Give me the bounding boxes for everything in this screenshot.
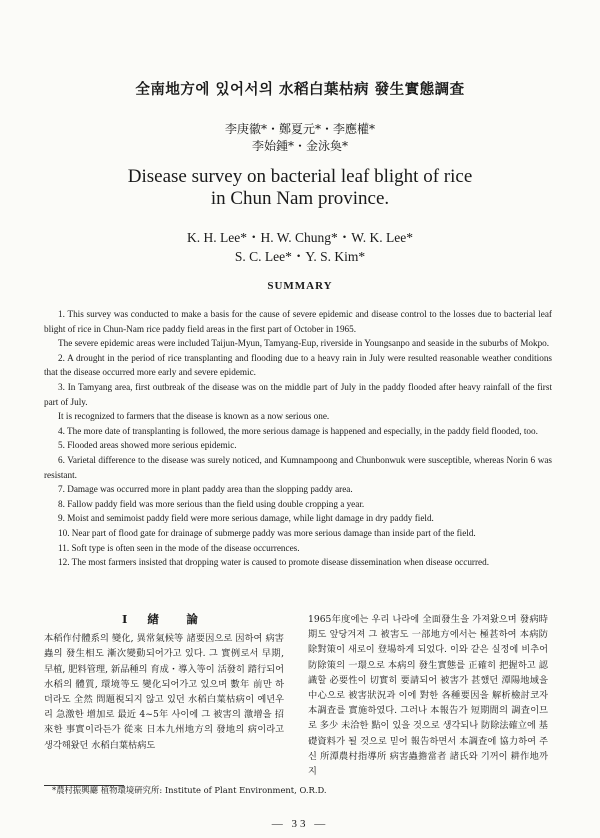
summary-paragraph: 7. Damage was occurred more in plant paddy area than the slopping paddy area. (58, 484, 353, 495)
intro-paragraph-left: 本稻作付體系의 變化, 異常氣候等 諸要因으로 因하여 病害蟲의 發生相도 漸次變動되어가고 있다. 그 實例로서 早期, 早植, 肥料管理, 新品種의 育成・導入等이 活發히 踏行되어 水稻의 體質, 環境等도 變化되어가고 있으며 數年 前만 하더라도 全然 問題視되지 않고 있던 水稻白葉枯病이 예년우리 急激한 增加로 最近 4~5年 사이에 그 被害의 激增을 招來한 事實이라든가 從來 日本九州地方의 發地의 病이라고 생각해왔던 水稻白葉枯病도 (44, 633, 284, 751)
summary-paragraph: 2. A drought in the period of rice transplanting and flooding due to a heavy rain in July were resulted reasonable weather conditions that the disease occurred more early and severe epidemic. (44, 352, 552, 378)
page-number: — 33 — (271, 818, 329, 830)
english-authors-line-1: K. H. Lee*・H. W. Chung*・W. K. Lee* (187, 230, 413, 245)
summary-body (44, 307, 552, 570)
english-title-line-2: in Chun Nam province. (210, 188, 390, 209)
summary-heading: SUMMARY (267, 280, 333, 292)
korean-title: 全南地方에 있어서의 水稻白葉枯病 發生實態調査 (135, 82, 465, 98)
summary-paragraph: 9. Moist and semimoist paddy field were more serious damage, while light damage in dry paddy field. (58, 513, 434, 524)
summary-paragraph: 8. Fallow paddy field was more serious than the field using double cropping a year. (58, 498, 365, 509)
english-title-line-1: Disease survey on bacterial leaf blight of rice (127, 166, 473, 187)
korean-authors-line-1: 李庚徽*・鄭夏元*・李應權* (224, 122, 375, 136)
english-authors-line-2: S. C. Lee*・Y. S. Kim* (234, 249, 366, 264)
summary-paragraph: 10. Near part of flood gate for drainage of submerge paddy was more serious damage than inside part of the field. (58, 527, 476, 538)
summary-paragraph: 6. Varietal difference to the disease was surely noticed, and Kumnampoong and Chunbonwuk were susceptible, whereas Norin 6 was resistant. (44, 454, 552, 480)
footnote: *農村振興廳 植物環境硏究所: Institute of Plant Environment, O.R.D. (52, 785, 327, 795)
english-title (0, 166, 600, 210)
right-column (308, 612, 548, 779)
summary-paragraph: 1. This survey was conducted to make a basis for the cause of severe epidemic and disease control to the losses due to bacterial leaf blight of rice in Chun-Nam rice paddy field areas in the first part of October in 1965. (44, 309, 552, 334)
summary-paragraph: The severe epidemic areas were included Taijun-Myun, Tamyang-Eup, riverside in Youngsanpo and seaside in the suburbs of Mokpo. (58, 338, 550, 349)
left-column (44, 612, 284, 753)
section-heading-introduction: Ⅰ 緖 論 (122, 612, 206, 626)
korean-authors-line-2: 李始鍾*・金泳奐* (251, 139, 348, 153)
summary-paragraph: 11. Soft type is often seen in the mode of the disease occurrences. (58, 542, 300, 553)
summary-paragraph: 3. In Tamyang area, first outbreak of the disease was on the middle part of July in the paddy flooded after heavy rainfall of the first part of July. (44, 381, 552, 407)
summary-paragraph: It is recognized to farmers that the disease is known as a now serious one. (58, 411, 330, 422)
summary-paragraph: 4. The more date of transplanting is followed, the more serious damage is happened and especially, in the paddy field flooded, too. (58, 425, 538, 436)
summary-paragraph: 5. Flooded areas showed more serious epidemic. (58, 440, 237, 451)
summary-paragraph: 12. The most farmers insisted that dropping water is caused to promote disease dissemination when disease occurred. (58, 557, 490, 568)
intro-paragraph-right: 1965年度에는 우리 나라에 全面發生을 가져왔으며 發病時期도 앞당겨져 그 被害도 一部地方에서는 極甚하여 本病防除對策이 새로이 登場하게 되었다. 이와 같은 실정에 비추어 防除策의 一環으로 本病의 發生實態를 正確히 把握하고 認識할 必要性이 切實히 要請되어 被害가 甚했던 潭陽地域을 中心으로 被害狀況과 이에 對한 各種要因을 解析檢討코자 本調査를 實施하였다. 그러나 本報告가 短期間의 調査이므로 多少 未洽한 點이 있을 것으로 생각되나 防除法確立에 基礎資料가 될 것으로 믿어 報告하면서 本調査에 協力하여 주신 所潭農村指導所 病害蟲擔當者 諸氏와 기꺼이 耕作地까지 (308, 614, 548, 778)
